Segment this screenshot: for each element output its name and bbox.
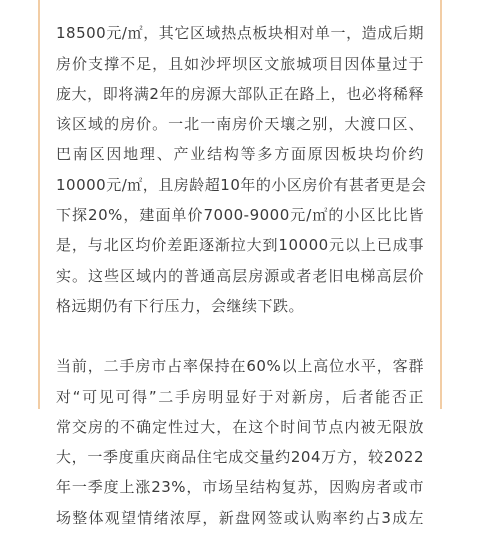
text-line: 下探20%，建面单价7000-9000元/㎡的小区比比皆 bbox=[56, 206, 424, 225]
text-line: 格远期仍有下行压力，会继续下跌。 bbox=[56, 296, 305, 315]
text-line: 当前，二手房市占率保持在60%以上高位水平，客群 bbox=[56, 357, 424, 376]
text-line: 实。这些区域内的普通高层房源或者老旧电梯高层价 bbox=[56, 266, 424, 285]
paragraph-1 bbox=[56, 0, 427, 321]
article-body bbox=[56, 0, 427, 533]
text-line: 年一季度上涨23%，市场呈结构复苏，因购房者或市 bbox=[56, 478, 424, 497]
paragraph-gap bbox=[56, 321, 424, 351]
text-line: 是，与北区均价差距逐渐拉大到10000元以上已成事 bbox=[56, 236, 424, 255]
text-line: 场整体观望情绪浓厚，新盘网签或认购率约占3成左 bbox=[56, 508, 424, 527]
paragraph-2 bbox=[56, 351, 424, 533]
left-border-line bbox=[38, 0, 40, 409]
text-line: 庞大，即将满2年的房源大部队正在路上，也必将稀释 bbox=[56, 84, 424, 103]
text-line: 常交房的不确定性过大，在这个时间节点内被无限放 bbox=[56, 417, 424, 436]
text-line: 房价支撑不足，且如沙坪坝区文旅城项目因体量过于 bbox=[56, 54, 424, 73]
text-line: 18500元/㎡，其它区域热点板块相对单一，造成后期 bbox=[56, 24, 424, 43]
text-line: 对“可见可得”二手房明显好于对新房，后者能否正 bbox=[56, 387, 424, 406]
text-line: 该区域的房价。一北一南房价天壤之别，大渡口区、 bbox=[56, 115, 424, 134]
text-line: 10000元/㎡，且房龄超10年的小区房价有甚者更是会 bbox=[56, 175, 427, 194]
right-border-line bbox=[440, 0, 442, 409]
text-line: 巴南区因地理、产业结构等多方面原因板块均价约 bbox=[56, 145, 424, 164]
text-line: 大，一季度重庆商品住宅成交量约204万方，较2022 bbox=[56, 448, 424, 467]
